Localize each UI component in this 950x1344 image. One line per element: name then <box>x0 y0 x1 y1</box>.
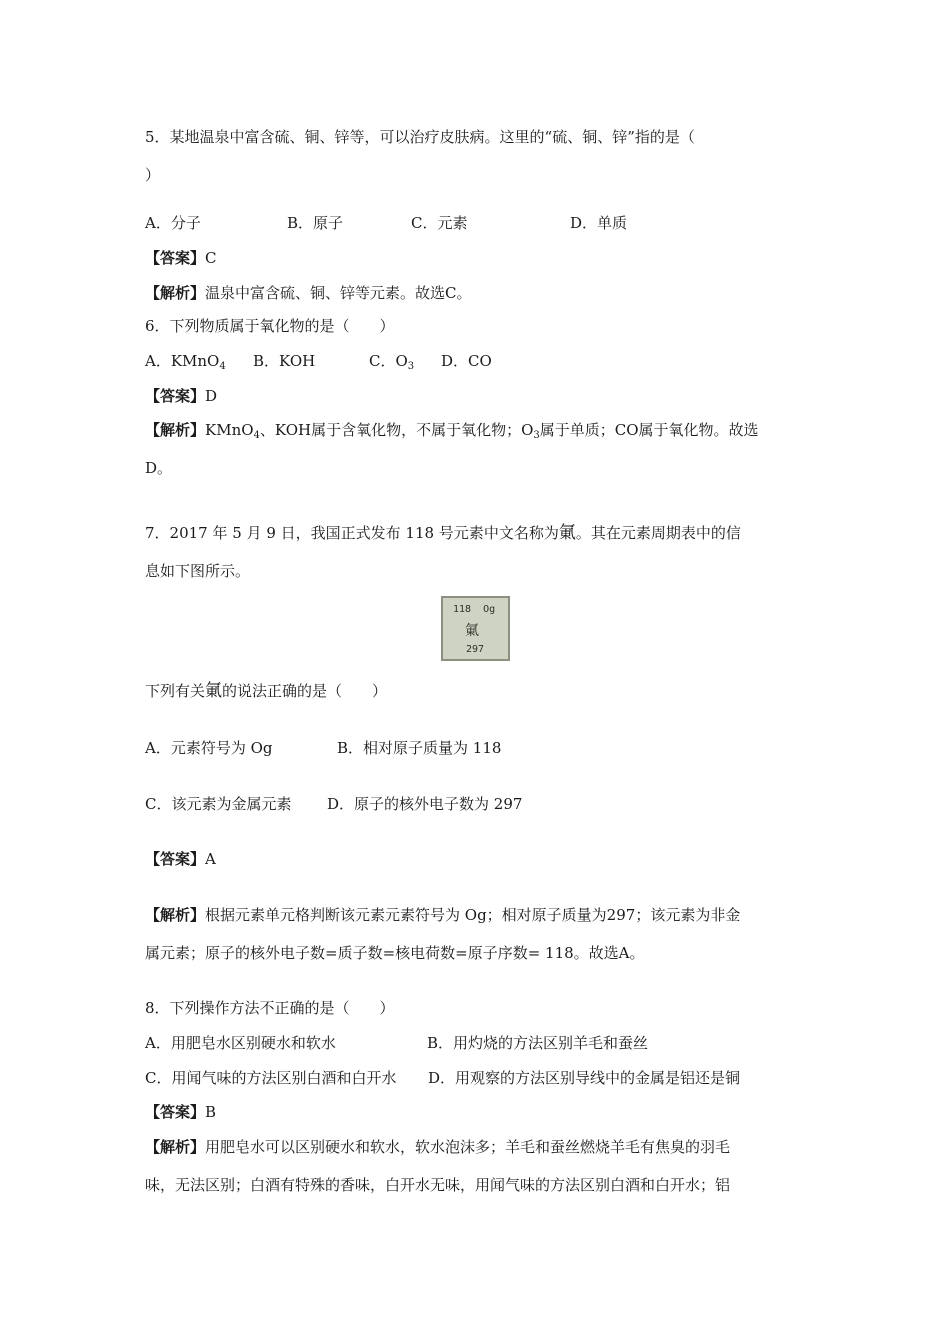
q7-option-b: B．相对原子质量为 118 <box>337 739 502 757</box>
q7-answer <box>145 849 216 869</box>
q6-analysis-line1: 【解析】KMnO$_4$、KOH属于含氧化物，不属于氧化物；$O_3$属于单质；CO属于氧化物。故选 <box>145 421 759 441</box>
q8-option-d: D．用观察的方法区别导线中的金属是铝还是铜 <box>428 1069 741 1087</box>
q8-analysis-line1: 【解析】用肥皂水可以区别硬水和软水，软水泡沫多；羊毛和蚕丝燃烧羊毛有焦臭的羽毛 <box>145 1138 731 1156</box>
q5-stem-line1: 5．某地温泉中富含硫、铜、锌等，可以治疗皮肤病。这里的“硫、铜、锌”指的是（ <box>145 128 695 146</box>
analysis-tag: 【解析】 <box>145 906 206 924</box>
element-name-char: 氭 <box>558 523 576 543</box>
q5-option-c: C．元素 <box>411 214 468 232</box>
q7-option-d: D．原子的核外电子数为 297 <box>327 795 523 813</box>
q5-stem-line2: ） <box>145 166 161 184</box>
answer-value: D <box>205 387 218 405</box>
answer-value: A <box>205 850 216 868</box>
q6-stem: 6．下列物质属于氧化物的是（ ） <box>145 317 395 335</box>
q8-option-b: B．用灼烧的方法区别羊毛和蚕丝 <box>427 1034 649 1052</box>
q7-analysis-line2: 属元素；原子的核外电子数=质子数=核电荷数=原子序数= 118。故选A。 <box>145 944 645 962</box>
answer-value: C <box>205 249 217 267</box>
q6-option-a: A．KMnO$_4$ <box>145 352 226 372</box>
tile-element-name: 氭 <box>465 623 479 639</box>
q5-option-d: D．单质 <box>570 214 628 232</box>
answer-value: B <box>205 1103 217 1121</box>
q6-option-c: C．$O_3$ <box>369 352 415 372</box>
q8-analysis-line2: 味，无法区别；白酒有特殊的香味，白开水无味，用闻气味的方法区别白酒和白开水；铝 <box>145 1176 731 1194</box>
analysis-tag: 【解析】 <box>145 284 206 302</box>
answer-tag: 【答案】 <box>145 850 206 868</box>
q5-answer <box>145 248 217 268</box>
tile-atomic-number-symbol: 118 Og <box>453 604 496 615</box>
tile-atomic-mass: 297 <box>466 644 485 655</box>
q7-stem-line2: 息如下图所示。 <box>145 562 251 580</box>
q5-option-b: B．原子 <box>287 214 344 232</box>
analysis-text: 温泉中富含硫、铜、锌等元素。故选C。 <box>205 284 472 302</box>
q6-option-b: B．KOH <box>253 352 316 370</box>
q8-stem: 8．下列操作方法不正确的是（ ） <box>145 999 395 1017</box>
answer-tag: 【答案】 <box>145 387 206 405</box>
q5-analysis <box>145 283 472 303</box>
periodic-table-element-tile <box>441 596 510 661</box>
answer-tag: 【答案】 <box>145 1103 206 1121</box>
answer-tag: 【答案】 <box>145 249 206 267</box>
q6-option-d: D．CO <box>441 352 492 370</box>
analysis-tag: 【解析】 <box>145 421 206 439</box>
q8-option-c: C．用闻气味的方法区别白酒和白开水 <box>145 1069 397 1087</box>
q6-analysis-line2: D。 <box>145 459 173 477</box>
q7-analysis-line1: 【解析】根据元素单元格判断该元素元素符号为 Og；相对原子质量为297；该元素为非金 <box>145 906 741 924</box>
q7-stem-line1: 7．2017 年 5 月 9 日，我国正式发布 118 号元素中文名称为氭。其在元素周期表中的信 <box>145 523 741 543</box>
q8-option-a: A．用肥皂水区别硬水和软水 <box>145 1034 336 1052</box>
q6-answer <box>145 386 217 406</box>
analysis-tag: 【解析】 <box>145 1138 206 1156</box>
q7-option-c: C．该元素为金属元素 <box>145 795 292 813</box>
q8-answer <box>145 1102 216 1122</box>
q7-question: 下列有关氭的说法正确的是（ ） <box>145 681 388 701</box>
q7-option-a: A．元素符号为 Og <box>145 739 273 757</box>
q5-option-a: A．分子 <box>145 214 201 232</box>
